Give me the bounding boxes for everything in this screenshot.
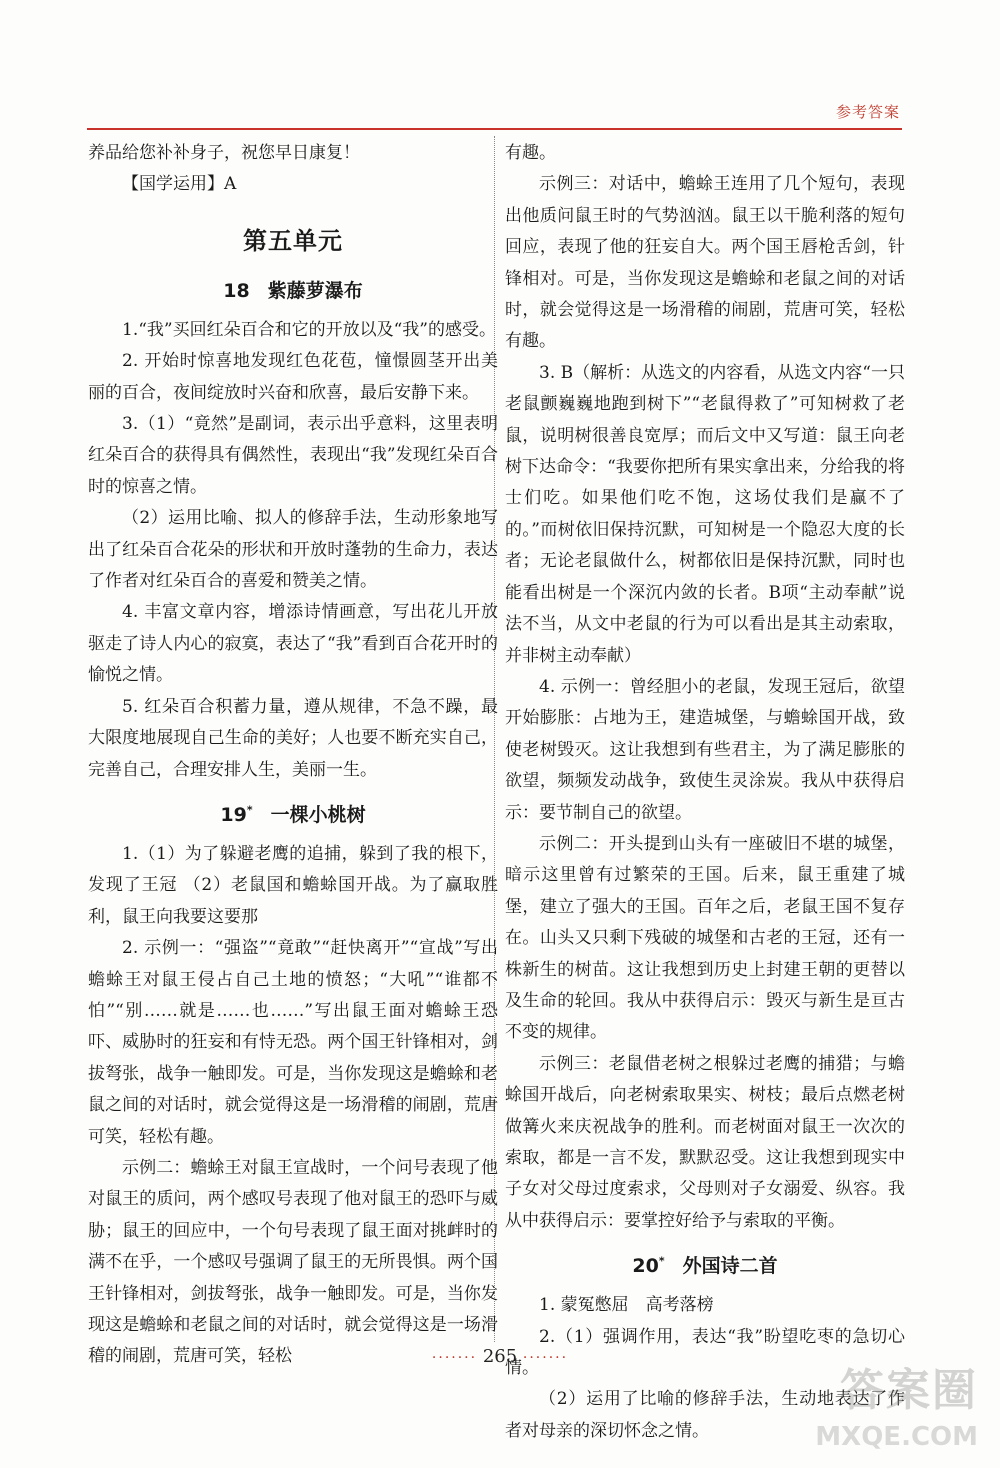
page-number-dots: ······· [522,1350,569,1366]
answer-paragraph: 1. 蒙冤憋屈 高考落榜 [539,1295,714,1316]
answer-paragraph: 5. 红朵百合积蓄力量，遵从规律，不急不躁，最大限度地展现自己生命的美好；人也要不断充实自己，完善自己，合理安排人生，美丽一生。 [88,696,498,780]
section-18-title [88,276,498,303]
right-column [505,138,905,1447]
section-number: 18 [223,279,250,302]
answer-paragraph: 示例三：老鼠借老树之根躲过老鹰的捕猎；与蟾蜍国开战后，向老树索取果实、树枝；最后点燃老树做篝火来庆祝战争的胜利。而老树面对鼠王一次次的索取，都是一言不发，默默忍受。这让我想到现实中子女对父母过度索求，父母则对子女溺爱、纵容。我从中获得启示：要掌控好给予与索取的平衡。 [505,1053,905,1231]
answer-paragraph: 2. 开始时惊喜地发现红色花苞，憧憬圆茎开出美丽的百合，夜间绽放时兴奋和欣喜，最后安静下来。 [88,351,498,403]
star-mark: * [246,803,253,817]
page-number-value: 265 [482,1346,518,1367]
answer-paragraph: 2. 示例一：“强盗”“竟敢”“赶快离开”“宣战”写出蟾蜍王对鼠王侵占自己土地的愤怒；“大吼”“谁都不怕”“别……就是……也……”写出鼠王面对蟾蜍王恐吓、威胁时的狂妄和有恃无恐。两个国王针锋相对，剑拔弩张，战争一触即发。可是，当你发现这是蟾蜍和老鼠之间的对话时，就会觉得这是一场滑稽的闹剧，荒唐可笑，轻松有趣。 [88,938,498,1147]
watermark-logo: 答案圈 [840,1365,978,1416]
continued-text: 有趣。 [505,143,556,163]
answer-paragraph: 示例二：蟾蜍王对鼠王宣战时，一个问号表现了他对鼠王的质问，两个感叹号表现了他对鼠王的恐吓与威胁；鼠王的回应中，一个句号表现了鼠王面对挑衅时的满不在乎，一个感叹号强调了鼠王的无所畏惧。两个国王针锋相对，剑拔弩张，战争一触即发。可是，当你发现这是蟾蜍和老鼠之间的对话时，就会觉得这是一场滑稽的闹剧，荒唐可笑，轻松 [88,1157,498,1367]
answer-paragraph: 4. 示例一：曾经胆小的老鼠，发现王冠后，欲望开始膨胀：占地为王，建造城堡，与蟾蜍国开战，致使老树毁灭。这让我想到有些君主，为了满足膨胀的欲望，频频发动战争，致使生灵涂炭。我从中获得启示：要节制自己的欲望。 [505,676,905,823]
watermark-url: MXQE.COM [815,1422,978,1452]
section-20-title [505,1251,905,1278]
section-title-text: 紫藤萝瀑布 [267,279,363,302]
section-19-title [88,800,498,827]
watermark [815,1348,982,1456]
section-title-text: 外国诗二首 [682,1255,778,1278]
header-rule [87,128,902,130]
guoxue-answer: 【国学运用】A [122,174,237,195]
answer-paragraph: 3.（1）“竟然”是副词，表示出乎意料，这里表明红朵百合的获得具有偶然性，表现出“我”发现红朵百合时的惊喜之情。 [88,414,498,497]
answer-paragraph: 2.（1）强调作用，表达“我”盼望吃枣的急切心情。 [505,1326,905,1379]
answer-paragraph: （2）运用了比喻的修辞手法，生动地表达了作者对母亲的深切怀念之情。 [505,1389,905,1441]
section-title-text: 一棵小桃树 [270,803,366,826]
section-number: 20* [632,1254,665,1278]
answer-paragraph: 3. B（解析：从选文的内容看，从选文内容“一只老鼠颤巍巍地跑到树下”“老鼠得救了”可知树救了老鼠，说明树很善良宽厚；而后文中又写道：鼠王向老树下达命令：“我要你把所有果实拿出来，分给我的将士们吃。如果他们吃不饱，这场仗我们是赢不了的。”而树依旧保持沉默，可知树是一个隐忍大度的长者；无论老鼠做什么，树都依旧是保持沉默，同时也能看出树是一个深沉内敛的长者。B项“主动奉献”说法不当，从文中老鼠的行为可以看出是其主动索取，并非树主动奉献） [505,362,905,666]
answer-paragraph: 4. 丰富文章内容，增添诗情画意，写出花儿开放驱走了诗人内心的寂寞，表达了“我”看到百合花开时的愉悦之情。 [88,602,498,686]
answer-paragraph: 示例三：对话中，蟾蜍王连用了几个短句，表现出他质问鼠王时的气势汹汹。鼠王以干脆利落的短句回应，表现了他的狂妄自大。两个国王唇枪舌剑，针锋相对。可是，当你发现这是蟾蜍和老鼠之间的对话时，就会觉得这是一场滑稽的闹剧，荒唐可笑，轻松有趣。 [505,174,905,352]
section-tag: 参考答案 [835,103,900,121]
answer-paragraph: （2）运用比喻、拟人的修辞手法，生动形象地写出了红朵百合花朵的形状和开放时蓬勃的生命力，表达了作者对红朵百合的喜爱和赞美之情。 [88,508,498,592]
answer-paragraph: 1.（1）为了躲避老鹰的追捕，躲到了我的根下，发现了王冠 （2）老鼠国和蟾蜍国开战。为了赢取胜利，鼠王向我要这要那 [88,843,498,927]
intro-line: 养品给您补补身子，祝您早日康复！ [88,143,360,163]
section-number: 19* [220,803,253,826]
answer-paragraph: 1.“我”买回红朵百合和它的开放以及“我”的感受。 [122,319,496,340]
star-mark: * [658,1254,665,1268]
left-column [88,138,498,1373]
page-number-dots: ······· [431,1350,478,1366]
answer-paragraph: 示例二：开头提到山头有一座破旧不堪的城堡，暗示这里曾有过繁荣的王国。后来，鼠王重建了城堡，建立了强大的王国。百年之后，老鼠王国不复存在。山头又只剩下残破的城堡和古老的王冠，还有一株新生的树苗。这让我想到历史上封建王朝的更替以及生命的轮回。我从中获得启示：毁灭与新生是亘古不变的规律。 [505,833,905,1043]
unit-title: 第五单元 [243,226,343,255]
